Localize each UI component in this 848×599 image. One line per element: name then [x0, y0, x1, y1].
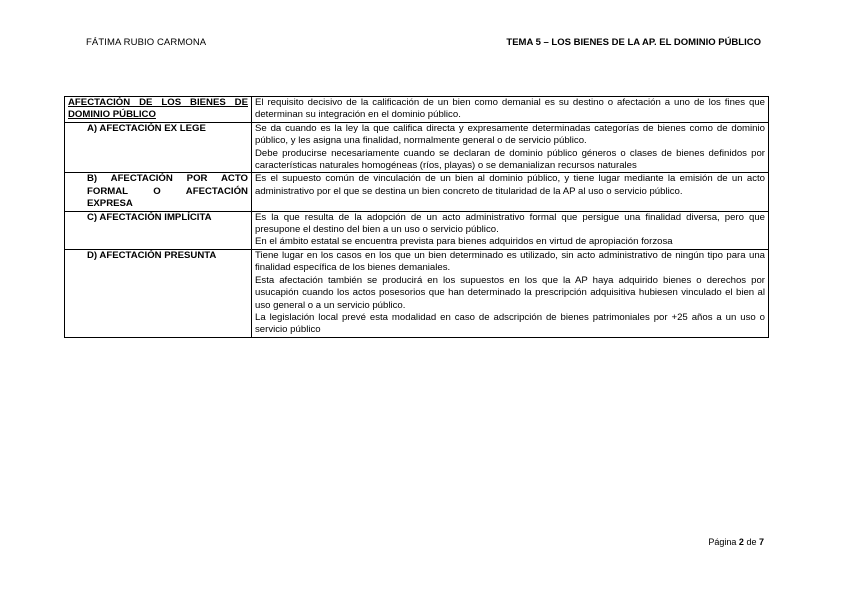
description-paragraph: Es la que resulta de la adopción de un acto administrativo formal que persigue una finalidad diversa, pero que presupone el destino del bien a un uso o servicio público.	[255, 211, 765, 236]
header-author: FÁTIMA RUBIO CARMONA	[86, 37, 207, 48]
description-paragraph: La legislación local prevé esta modalidad en caso de adscripción de bienes patrimoniales por +25 años a un uso o servicio público	[255, 311, 765, 336]
page-number	[708, 537, 764, 547]
description-paragraph: Debe producirse necesariamente cuando se declaran de dominio público géneros o clases de bienes definidos por características naturales homogéneas (ríos, playas) o se demanializan recursos naturales	[255, 147, 765, 172]
description-paragraph: En el ámbito estatal se encuentra prevista para bienes adquiridos en virtud de apropiación forzosa	[255, 236, 673, 248]
row-label-acto-formal: B) AFECTACIÓN POR ACTO FORMAL O AFECTACIÓN EXPRESA	[65, 173, 252, 211]
row-description	[252, 211, 769, 249]
row-label-presunta: D) AFECTACIÓN PRESUNTA	[65, 249, 252, 337]
description-paragraph: Es el supuesto común de vinculación de un bien al dominio público, y tiene lugar mediante la emisión de un acto administrativo por el que se destina un bien concreto de titularidad de la AP al uso o servicio público.	[255, 173, 765, 197]
row-label-implicita: C) AFECTACIÓN IMPLÍCITA	[65, 211, 252, 249]
of-label: de	[746, 537, 757, 547]
row-description	[252, 97, 769, 123]
row-label-afectacion: AFECTACIÓN DE LOS BIENES DE DOMINIO PÚBLICO	[65, 97, 252, 123]
table-row	[65, 122, 769, 173]
header-topic: TEMA 5 – LOS BIENES DE LA AP. EL DOMINIO PÚBLICO	[506, 37, 761, 48]
row-description	[252, 173, 769, 211]
description-paragraph: El requisito decisivo de la calificación de un bien como demanial es su destino o afectación a uno de los fines que determinan su integración en el dominio público.	[255, 97, 765, 121]
row-description	[252, 122, 769, 173]
description-paragraph: Tiene lugar en los casos en los que un bien determinado es utilizado, sin acto administrativo de ningún tipo para una finalidad específica de los bienes demaniales.	[255, 249, 765, 274]
table-row	[65, 97, 769, 123]
current-page: 2	[738, 537, 744, 547]
table-row	[65, 173, 769, 211]
description-paragraph: Se da cuando es la ley la que califica directa y expresamente determinadas categorías de bienes como de dominio público, y les asigna una finalidad, normalmente general o de servicio público.	[255, 122, 765, 147]
page-label: Página	[708, 537, 737, 547]
table-row	[65, 249, 769, 337]
table-row	[65, 211, 769, 249]
row-label-ex-lege: A) AFECTACIÓN EX LEGE	[65, 122, 252, 173]
description-paragraph: Esta afectación también se producirá en los supuestos en los que la AP haya adquirido bienes o derechos por usucapión cuando los actos posesorios que han determinado la prescripción adquisitiva hubiesen vinculado el bien al uso general o a un servicio público.	[255, 274, 765, 311]
row-description	[252, 249, 769, 337]
affectation-table	[64, 96, 769, 338]
total-pages: 7	[758, 537, 764, 547]
